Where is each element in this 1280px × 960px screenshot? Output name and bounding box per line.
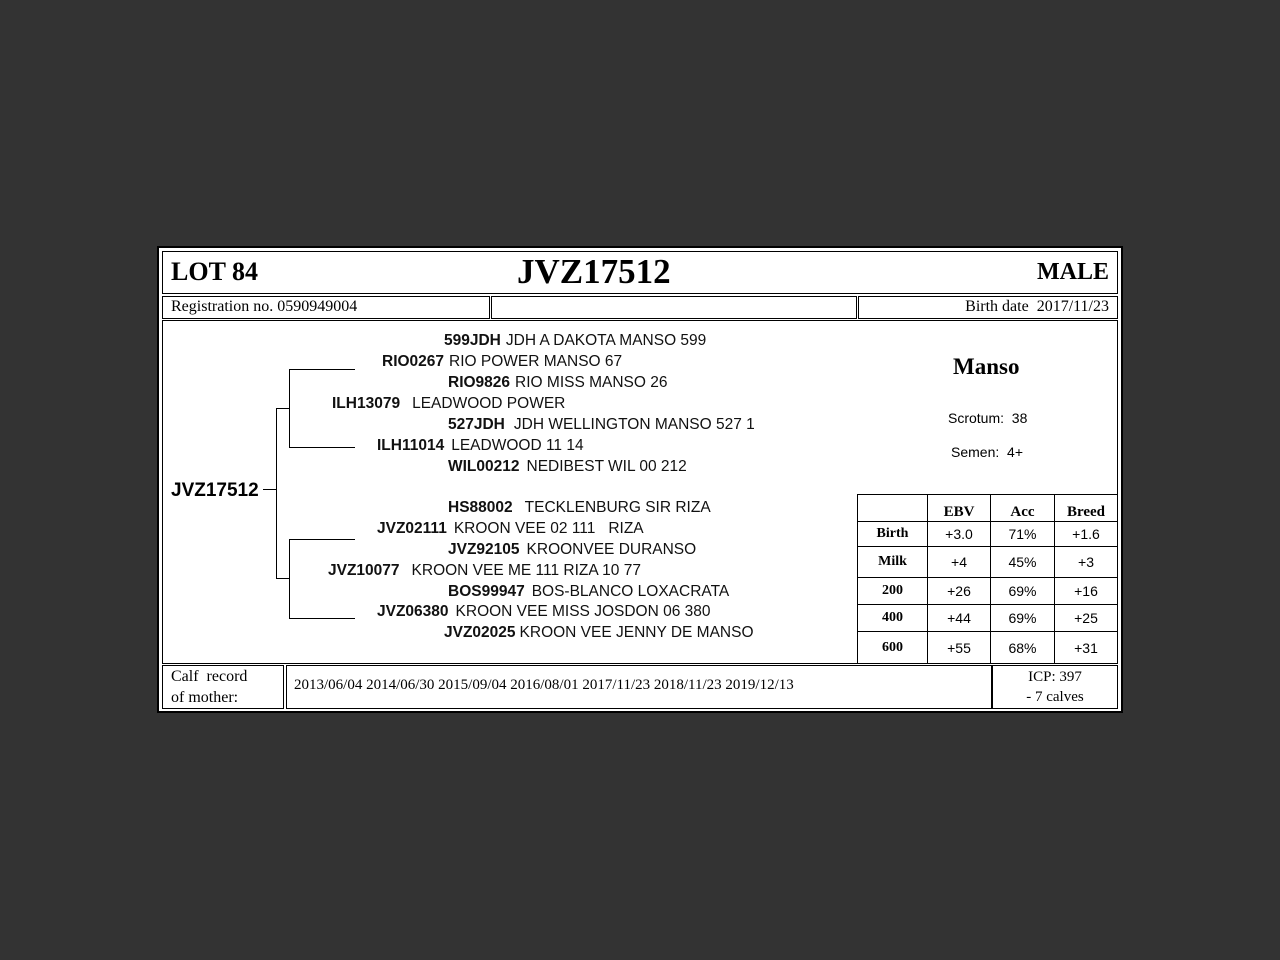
ebv-accuracy: 68% [991, 632, 1055, 664]
ebv-breed-average: +3 [1055, 547, 1118, 578]
ebv-value: +44 [928, 605, 991, 632]
ebv-breed-average: +16 [1055, 578, 1118, 605]
ebv-row-label: Birth [858, 522, 928, 547]
breed-name: Manso [953, 354, 1020, 379]
semen-grade: Semen: 4+ [951, 444, 1023, 460]
icp-summary [992, 667, 1118, 707]
ebv-value: +3.0 [928, 522, 991, 547]
pedigree-entry: 599JDH JDH A DAKOTA MANSO 599 [444, 332, 707, 349]
pedigree-entry: BOS99947 BOS-BLANCO LOXACRATA [448, 583, 730, 600]
ebv-header: Breed [1055, 495, 1118, 522]
pedigree-connector [263, 489, 276, 490]
pedigree-connector [276, 408, 277, 578]
pedigree-connector [276, 578, 289, 579]
info-middle-box [491, 296, 857, 319]
pedigree-connector [289, 539, 290, 619]
ebv-header: EBV [928, 495, 991, 522]
pedigree-entry: RIO0267 RIO POWER MANSO 67 [382, 353, 623, 370]
pedigree-entry: JVZ92105 KROONVEE DURANSO [448, 541, 697, 558]
pedigree-connector [276, 408, 289, 409]
lot-card [157, 246, 1123, 713]
pedigree-connector [289, 369, 290, 448]
ebv-accuracy: 69% [991, 605, 1055, 632]
pedigree-entry: ILH13079 LEADWOOD POWER [332, 395, 566, 412]
ebv-row-label: 400 [858, 605, 928, 632]
pedigree-entry: HS88002 TECKLENBURG SIR RIZA [448, 499, 711, 516]
icp-value: ICP: 397 [1028, 669, 1082, 685]
ebv-header: Acc [991, 495, 1055, 522]
ebv-corner [858, 495, 928, 522]
calf-count: - 7 calves [1026, 689, 1084, 705]
calf-record-label [171, 666, 247, 708]
ebv-value: +26 [928, 578, 991, 605]
ebv-table [857, 494, 1118, 664]
pedigree-entry: JVZ06380 KROON VEE MISS JOSDON 06 380 [377, 603, 711, 620]
scrotum-size: Scrotum: 38 [948, 410, 1028, 426]
sex-label: MALE [1037, 259, 1109, 285]
calf-record-label-line: Calf record [171, 668, 248, 685]
pedigree-connector [289, 618, 355, 619]
pedigree-connector [289, 369, 355, 370]
pedigree-entry: JVZ02025 KROON VEE JENNY DE MANSO [444, 624, 754, 641]
lot-number: LOT 84 [171, 257, 258, 286]
pedigree-entry: ILH11014 LEADWOOD 11 14 [377, 437, 584, 454]
ebv-row-label: Milk [858, 547, 928, 578]
pedigree-entry: 527JDH JDH WELLINGTON MANSO 527 1 [448, 416, 755, 433]
pedigree-entry: JVZ02111 KROON VEE 02 111 RIZA [377, 520, 644, 537]
pedigree-entry: WIL00212 NEDIBEST WIL 00 212 [448, 458, 687, 475]
birth-date: Birth date 2017/11/23 [965, 298, 1109, 315]
ebv-row-label: 600 [858, 632, 928, 664]
ebv-accuracy: 71% [991, 522, 1055, 547]
animal-id: JVZ17512 [171, 480, 259, 501]
animal-id-title: JVZ17512 [517, 252, 671, 291]
ebv-value: +4 [928, 547, 991, 578]
ebv-accuracy: 45% [991, 547, 1055, 578]
calf-dates: 2013/06/04 2014/06/30 2015/09/04 2016/08/01 2017/11/23 2018/11/23 2019/12/13 [294, 677, 794, 693]
ebv-breed-average: +31 [1055, 632, 1118, 664]
ebv-row-label: 200 [858, 578, 928, 605]
ebv-accuracy: 69% [991, 578, 1055, 605]
registration-number: Registration no. 0590949004 [171, 298, 358, 315]
ebv-value: +55 [928, 632, 991, 664]
calf-record-label-line: of mother: [171, 689, 239, 706]
ebv-breed-average: +25 [1055, 605, 1118, 632]
pedigree-entry: JVZ10077 KROON VEE ME 111 RIZA 10 77 [328, 562, 641, 579]
pedigree-connector [289, 447, 355, 448]
ebv-breed-average: +1.6 [1055, 522, 1118, 547]
pedigree-entry: RIO9826 RIO MISS MANSO 26 [448, 374, 668, 391]
pedigree-connector [289, 539, 355, 540]
